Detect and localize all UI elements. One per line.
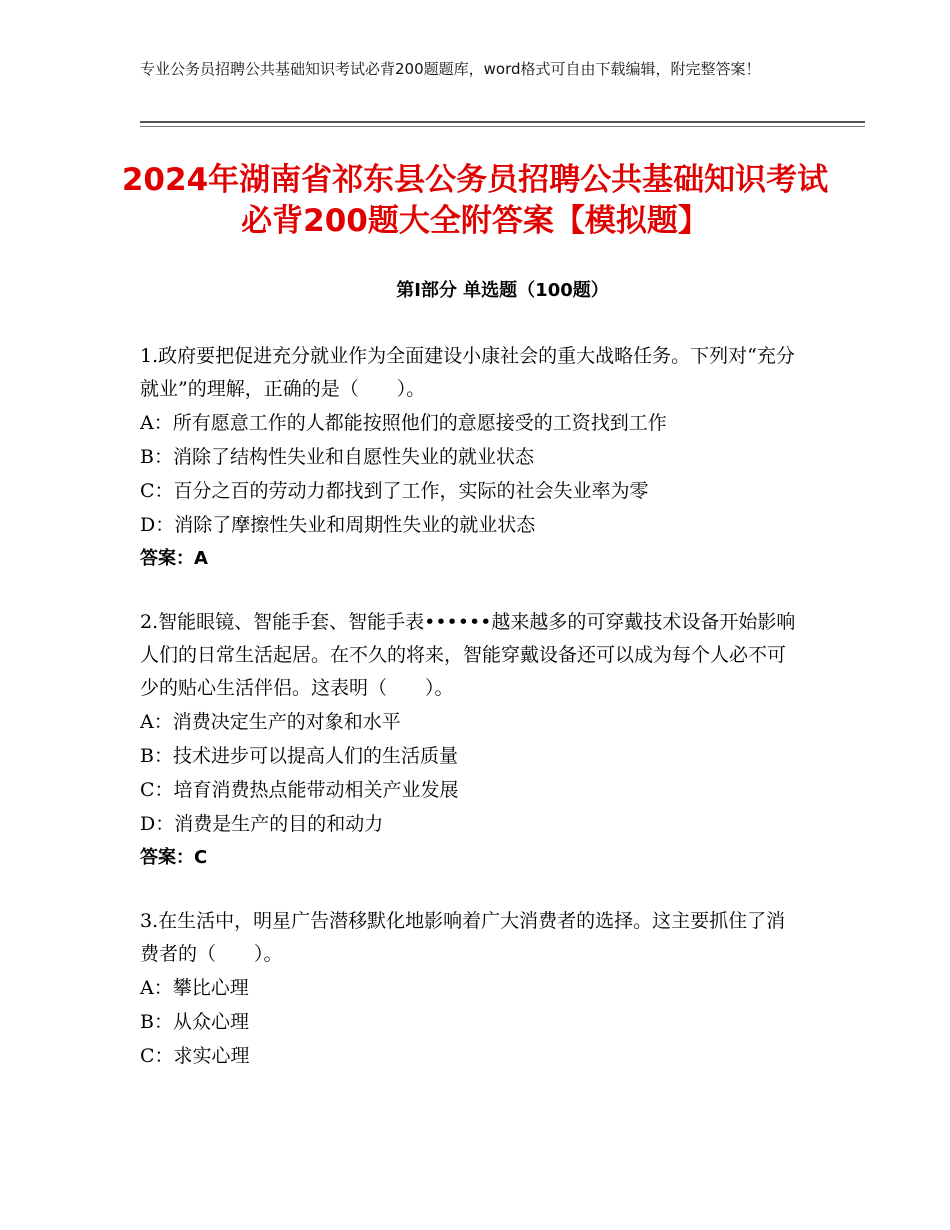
option-b: B：技术进步可以提高人们的生活质量 — [140, 745, 458, 767]
option-a: A：攀比心理 — [140, 977, 249, 999]
option-a: A：所有愿意工作的人都能按照他们的意愿接受的工资找到工作 — [140, 412, 667, 434]
option-b: B：消除了结构性失业和自愿性失业的就业状态 — [140, 446, 534, 468]
option-d: D：消费是生产的目的和动力 — [140, 813, 384, 835]
header-rule-thin — [140, 126, 865, 127]
document-title: 2024年湖南省祁东县公务员招聘公共基础知识考试必背200题大全附答案【模拟题】 — [121, 162, 829, 239]
header-note: 专业公务员招聘公共基础知识考试必背200题题库，word格式可自由下载编辑，附完整答案！ — [140, 60, 761, 78]
question-3 — [140, 905, 800, 1073]
header-rule-thick — [140, 121, 865, 123]
question-2 — [140, 606, 800, 875]
option-c: C：求实心理 — [140, 1045, 250, 1067]
option-d: D：消除了摩擦性失业和周期性失业的就业状态 — [140, 514, 536, 536]
option-b: B：从众心理 — [140, 1011, 249, 1033]
question-stem: 3.在生活中，明星广告潜移默化地影响着广大消费者的选择。这主要抓住了消费者的（ ）。 — [140, 910, 786, 965]
section-title: 第Ⅰ部分 单选题（100题） — [396, 280, 609, 301]
question-list — [140, 340, 800, 1103]
question-1 — [140, 340, 800, 576]
option-c: C：百分之百的劳动力都找到了工作，实际的社会失业率为零 — [140, 480, 649, 502]
answer: 答案：A — [140, 548, 208, 569]
answer: 答案：C — [140, 847, 208, 868]
question-stem: 2.智能眼镜、智能手套、智能手表••••••越来越多的可穿戴技术设备开始影响人们的日常生活起居。在不久的将来，智能穿戴设备还可以成为每个人必不可少的贴心生活伴侣。这表明（ ）。 — [140, 611, 796, 699]
option-a: A：消费决定生产的对象和水平 — [140, 711, 401, 733]
question-stem: 1.政府要把促进充分就业作为全面建设小康社会的重大战略任务。下列对“充分就业”的理解，正确的是（ ）。 — [140, 345, 795, 400]
option-c: C：培育消费热点能带动相关产业发展 — [140, 779, 459, 801]
